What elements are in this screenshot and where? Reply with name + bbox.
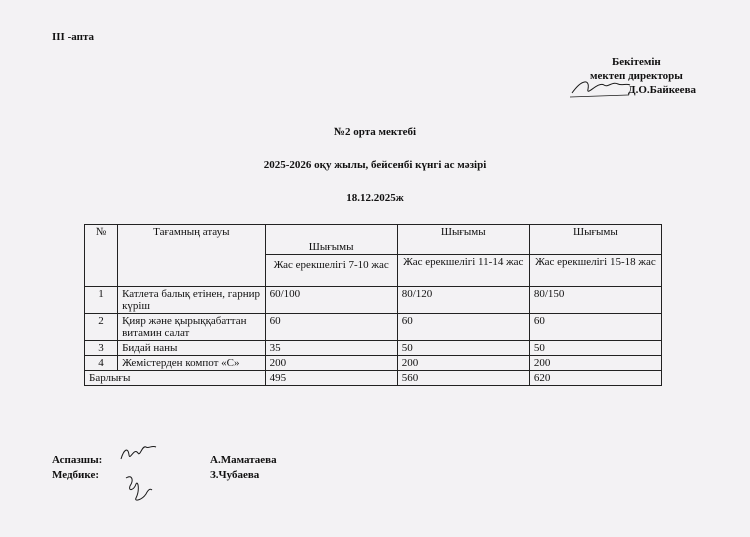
table-row <box>85 341 662 356</box>
header-yield-2: Шығымы <box>397 225 529 255</box>
medic-signature <box>120 470 156 504</box>
row-dish: Катлета балық етінен, гарнир күріш <box>118 287 266 314</box>
cook-signature-row <box>52 453 277 468</box>
row-value-7-10: 60/100 <box>265 287 397 314</box>
medic-signature-row <box>52 468 277 483</box>
table-header-row <box>85 225 662 255</box>
menu-table <box>84 224 662 386</box>
header-age-group-1: Жас ерекшелігі 7-10 жас <box>265 255 397 287</box>
school-name: №2 орта мектебі <box>333 126 417 138</box>
row-value-7-10: 60 <box>265 314 397 341</box>
approval-line2: мектеп директоры <box>590 70 683 82</box>
row-value-11-14: 200 <box>397 356 529 371</box>
total-11-14: 560 <box>397 371 529 386</box>
header-dish-name: Тағамның атауы <box>118 225 266 287</box>
table-total-row <box>85 371 662 386</box>
menu-date: 18.12.2025ж <box>346 192 404 204</box>
total-label: Барлығы <box>85 371 266 386</box>
medic-name: З.Чубаева <box>210 469 260 481</box>
row-value-15-18: 200 <box>529 356 661 371</box>
menu-title: 2025-2026 оқу жылы, бейсенбі күнгі ас мәзірі <box>263 159 487 171</box>
week-label: ІІІ -апта <box>52 31 94 43</box>
row-value-11-14: 80/120 <box>397 287 529 314</box>
row-num: 1 <box>85 287 118 314</box>
row-dish: Бидай наны <box>118 341 266 356</box>
total-15-18: 620 <box>529 371 661 386</box>
row-num: 3 <box>85 341 118 356</box>
row-value-15-18: 60 <box>529 314 661 341</box>
approval-line1: Бекітемін <box>612 56 661 68</box>
cook-role: Аспазшы: <box>52 454 103 466</box>
row-value-7-10: 35 <box>265 341 397 356</box>
cook-name: А.Маматаева <box>210 454 277 466</box>
row-value-7-10: 200 <box>265 356 397 371</box>
row-num: 4 <box>85 356 118 371</box>
row-value-15-18: 80/150 <box>529 287 661 314</box>
cook-signature <box>118 441 158 465</box>
director-signature <box>568 75 638 101</box>
table-row <box>85 356 662 371</box>
medic-role: Медбике: <box>52 469 99 481</box>
table-row <box>85 314 662 341</box>
header-num: № <box>85 225 118 287</box>
header-yield-1: Шығымы <box>265 225 397 255</box>
header-age-group-2: Жас ерекшелігі 11-14 жас <box>397 255 529 287</box>
signature-block <box>52 453 277 483</box>
header-age-group-3: Жас ерекшелігі 15-18 жас <box>529 255 661 287</box>
row-dish: Қияр және қырыққабаттан витамин салат <box>118 314 266 341</box>
row-value-11-14: 50 <box>397 341 529 356</box>
approval-director-name: Д.О.Байкеева <box>628 84 697 96</box>
total-7-10: 495 <box>265 371 397 386</box>
row-value-11-14: 60 <box>397 314 529 341</box>
table-row <box>85 287 662 314</box>
header-yield-3: Шығымы <box>529 225 661 255</box>
row-dish: Жемістерден компот «С» <box>118 356 266 371</box>
row-num: 2 <box>85 314 118 341</box>
row-value-15-18: 50 <box>529 341 661 356</box>
